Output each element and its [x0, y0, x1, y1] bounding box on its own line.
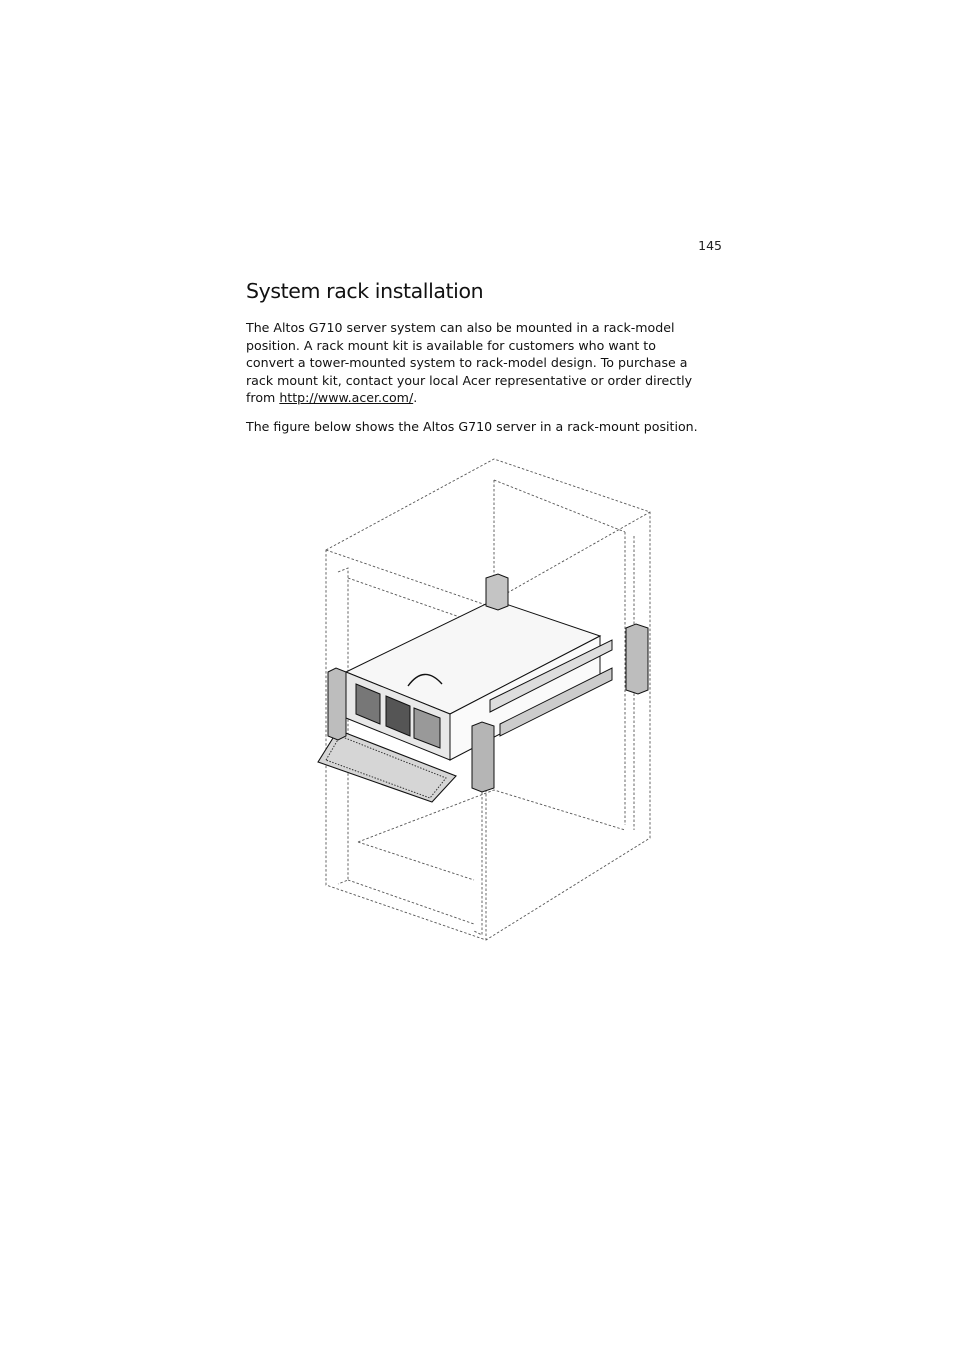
intro-line-5-prefix: from [246, 390, 280, 406]
intro-paragraph [246, 319, 726, 407]
intro-line-5-suffix: . [413, 390, 418, 406]
page-number: 145 [698, 238, 722, 253]
intro-line-3: convert a tower-mounted system to rack-model design. To purchase a [246, 355, 688, 371]
acer-website-link[interactable]: http://www.acer.com/ [279, 390, 414, 406]
server-rack-illustration-icon [300, 455, 660, 945]
intro-line-1: The Altos G710 server system can also be mounted in a rack-model [246, 320, 675, 335]
figure-caption-paragraph: The figure below shows the Altos G710 server in a rack-mount position. [246, 419, 698, 434]
intro-line-4: rack mount kit, contact your local Acer representative or order directly [246, 372, 693, 388]
section-title: System rack installation [246, 279, 484, 303]
intro-line-2: position. A rack mount kit is available for customers who want to [246, 337, 656, 353]
